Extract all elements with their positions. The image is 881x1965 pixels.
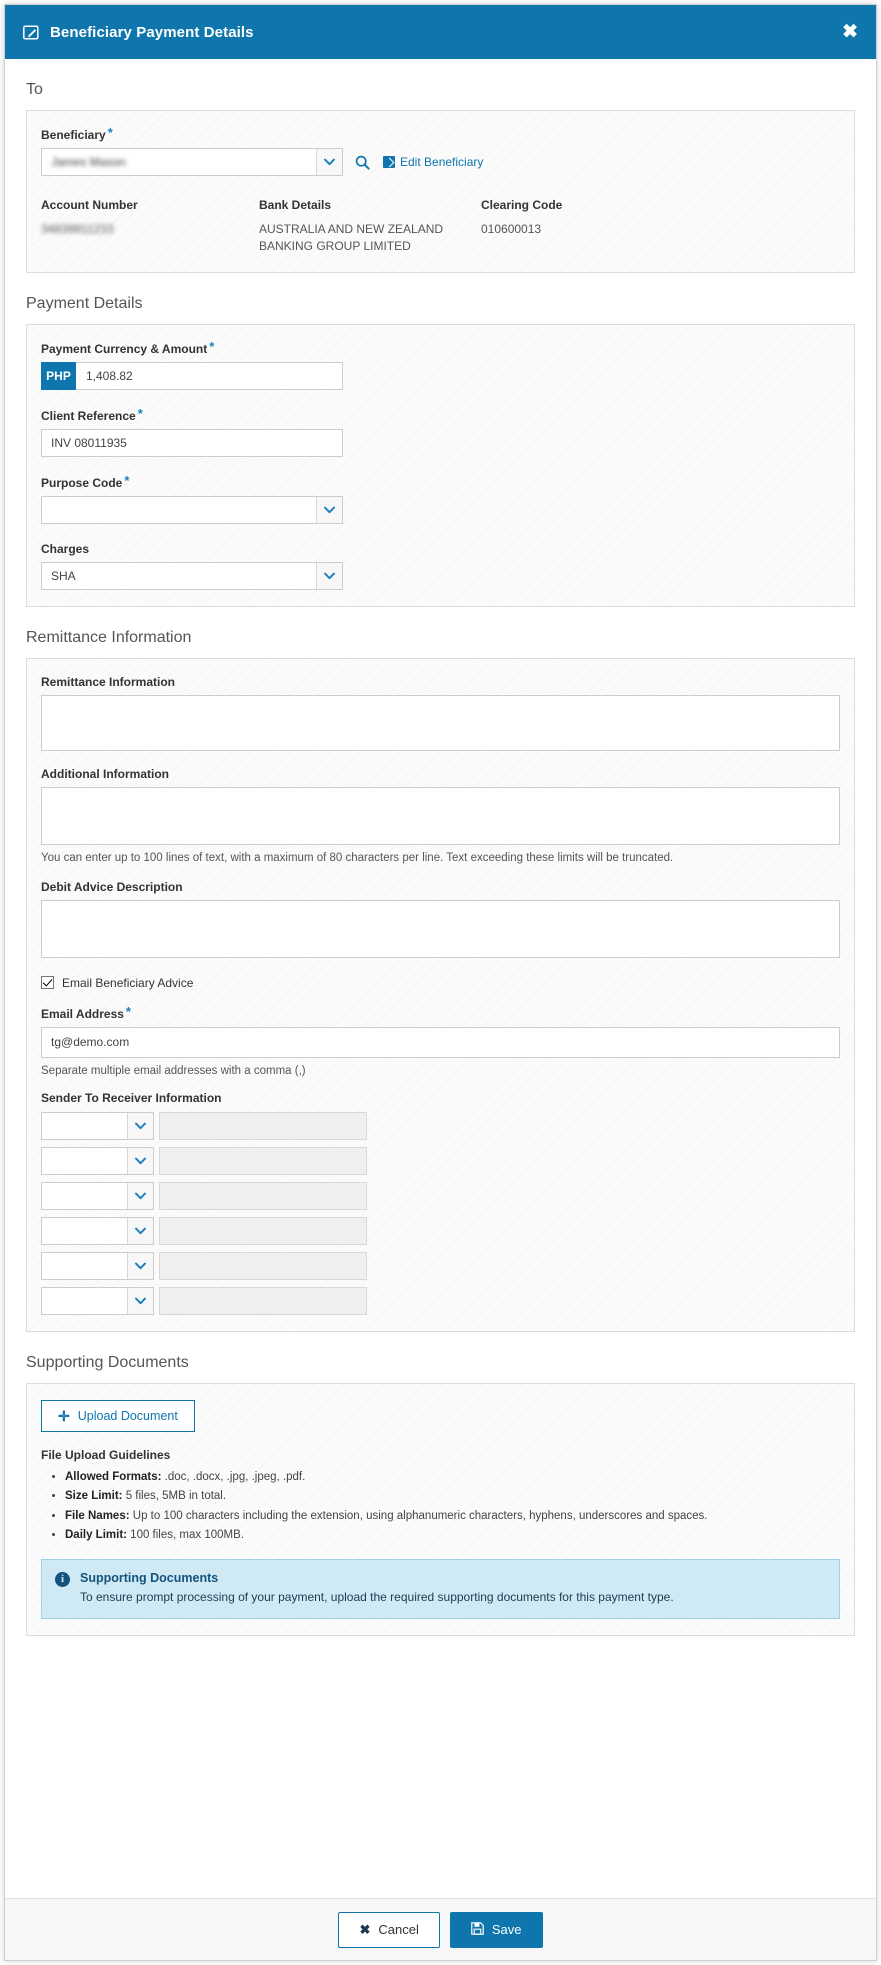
email-address-input[interactable]: tg@demo.com [41,1027,840,1058]
bank-details-label: Bank Details [259,198,332,212]
save-button-label: Save [491,1922,522,1937]
upload-document-label: Upload Document [77,1408,178,1423]
required-asterisk: * [137,405,143,421]
debit-advice-description-textarea[interactable] [41,900,840,958]
bank-details-value: AUSTRALIA AND NEW ZEALAND BANKING GROUP LIMITED [259,222,444,254]
edit-pencil-small-icon [383,156,395,168]
sender-to-receiver-row [41,1147,840,1175]
account-number-col [41,198,259,256]
guideline-item [65,1468,840,1488]
required-asterisk: * [124,472,130,488]
dialog-body [5,59,876,1898]
edit-beneficiary-label: Edit Beneficiary [400,155,484,169]
chevron-down-icon[interactable] [316,149,342,175]
str-code-select[interactable] [41,1252,154,1280]
required-asterisk: * [209,338,215,354]
close-icon[interactable]: ✖ [842,21,858,43]
chevron-down-icon[interactable] [127,1113,153,1139]
debit-advice-description-label: Debit Advice Description [41,879,183,894]
beneficiary-label-text: Beneficiary [41,128,106,142]
sender-to-receiver-information-label: Sender To Receiver Information [41,1090,222,1105]
email-beneficiary-advice-row[interactable] [41,976,840,990]
edit-beneficiary-link[interactable] [383,155,483,169]
account-number-value: 34839911233 [41,222,114,236]
sender-to-receiver-row [41,1287,840,1315]
guideline-term: Size Limit: [65,1490,123,1503]
payment-currency-amount-label [41,338,840,356]
floppy-disk-icon [471,1922,484,1938]
dialog-header [5,5,876,59]
beneficiary-account-grid [41,198,840,256]
file-upload-guidelines-title: File Upload Guidelines [41,1447,171,1462]
str-code-value [42,1113,127,1139]
str-code-value [42,1288,127,1314]
payment-amount-input-group[interactable] [41,362,343,390]
info-icon: i [55,1572,70,1587]
currency-code-badge: PHP [41,362,76,390]
beneficiary-select[interactable] [41,148,343,176]
supporting-documents-panel [26,1383,855,1636]
charges-select[interactable] [41,562,343,590]
chevron-down-icon[interactable] [127,1253,153,1279]
chevron-down-icon[interactable] [316,497,342,523]
clearing-code-label: Clearing Code [481,198,563,212]
guideline-term: Allowed Formats: [65,1470,162,1483]
str-code-value [42,1148,127,1174]
section-title-payment-details: Payment Details [26,294,143,312]
close-x-icon: ✖ [359,1921,371,1937]
file-upload-guidelines-list [41,1468,840,1546]
alert-title: Supporting Documents [80,1570,219,1585]
beneficiary-row [41,148,840,176]
plus-icon: ✛ [58,1407,70,1424]
clearing-code-col [481,198,840,256]
guideline-item [65,1507,840,1527]
additional-information-label: Additional Information [41,766,169,781]
charges-label: Charges [41,541,90,556]
client-reference-input[interactable]: INV 08011935 [41,429,343,457]
purpose-code-label [41,472,840,490]
charges-selected-value: SHA [51,568,76,583]
guideline-desc: 100 files, max 100MB. [126,1529,244,1542]
search-icon[interactable] [355,155,370,170]
beneficiary-label [41,127,840,142]
section-title-remittance-information: Remittance Information [26,628,192,646]
chevron-down-icon[interactable] [316,563,342,589]
amount-input[interactable]: 1,408.82 [86,368,133,383]
supporting-documents-info-alert [41,1559,840,1619]
clearing-code-value: 010600013 [481,222,542,236]
sender-to-receiver-row [41,1182,840,1210]
chevron-down-icon[interactable] [127,1218,153,1244]
upload-document-button[interactable] [41,1400,195,1432]
purpose-code-label-text: Purpose Code [41,475,123,490]
bank-details-col [259,198,481,256]
str-code-select[interactable] [41,1182,154,1210]
chevron-down-icon[interactable] [127,1148,153,1174]
email-address-label [41,1003,840,1021]
str-text-input[interactable] [159,1252,367,1280]
beneficiary-selected-value: James Mason [51,155,126,169]
remittance-information-textarea[interactable] [41,695,840,751]
cancel-button[interactable] [338,1912,439,1948]
sender-to-receiver-row [41,1112,840,1140]
str-code-value [42,1183,127,1209]
str-text-input[interactable] [159,1287,367,1315]
guideline-term: Daily Limit: [65,1529,127,1542]
additional-information-textarea[interactable] [41,787,840,845]
required-asterisk: * [107,125,113,140]
str-code-select[interactable] [41,1287,154,1315]
email-beneficiary-advice-checkbox[interactable] [41,976,54,989]
cancel-button-label: Cancel [378,1922,419,1937]
edit-pencil-icon [23,24,40,41]
section-title-to: To [26,81,43,98]
email-address-label-text: Email Address [41,1006,124,1021]
str-code-value [42,1218,127,1244]
guideline-term: File Names: [65,1509,130,1522]
sender-to-receiver-row [41,1252,840,1280]
chevron-down-icon[interactable] [127,1288,153,1314]
alert-body [80,1571,674,1606]
client-reference-label-text: Client Reference [41,408,136,423]
account-number-label: Account Number [41,198,138,212]
required-asterisk: * [125,1003,131,1019]
sender-to-receiver-row [41,1217,840,1245]
chevron-down-icon[interactable] [127,1183,153,1209]
guideline-desc: Up to 100 characters including the extension, using alphanumeric characters, hyphens, underscores and spaces. [129,1509,708,1522]
guideline-item [65,1526,840,1546]
alert-text: To ensure prompt processing of your payment, upload the required supporting documents for this payment type. [80,1589,674,1604]
str-text-input[interactable] [159,1147,367,1175]
str-text-input[interactable] [159,1112,367,1140]
additional-information-helper: You can enter up to 100 lines of text, with a maximum of 80 characters per line. Text exceeding these limits will be truncated. [41,851,674,864]
sender-to-receiver-rows [41,1112,840,1315]
str-code-value [42,1253,127,1279]
guideline-desc: .doc, .docx, .jpg, .jpeg, .pdf. [161,1470,306,1483]
str-code-select[interactable] [41,1217,154,1245]
guideline-desc: 5 files, 5MB in total. [122,1490,227,1503]
remittance-panel [26,658,855,1332]
payment-details-panel [26,324,855,607]
str-code-select[interactable] [41,1147,154,1175]
dialog-footer [5,1898,876,1960]
client-reference-label [41,405,840,423]
email-beneficiary-advice-label: Email Beneficiary Advice [62,975,194,990]
remittance-information-label: Remittance Information [41,674,176,689]
purpose-code-select[interactable] [41,496,343,524]
str-text-input[interactable] [159,1217,367,1245]
dialog-title: Beneficiary Payment Details [50,23,254,41]
purpose-code-selected-value [42,497,316,523]
str-text-input[interactable] [159,1182,367,1210]
beneficiary-payment-details-dialog [4,4,877,1961]
guideline-item [65,1487,840,1507]
section-title-supporting-documents: Supporting Documents [26,1353,189,1371]
to-panel [26,110,855,273]
email-address-helper: Separate multiple email addresses with a comma (,) [41,1064,306,1077]
str-code-select[interactable] [41,1112,154,1140]
payment-currency-amount-label-text: Payment Currency & Amount [41,341,208,356]
save-button[interactable] [450,1912,543,1948]
